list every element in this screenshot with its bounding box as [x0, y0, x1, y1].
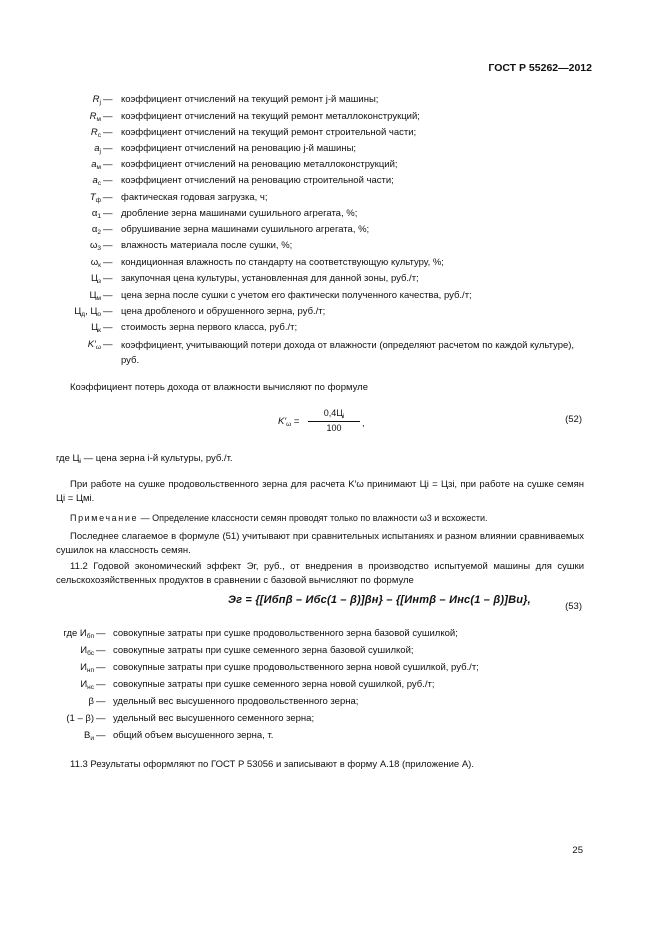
definition-text: коэффициент отчислений на реновацию j-й машины; — [121, 143, 357, 154]
definition-symbol: $R_м$ — [89, 111, 101, 123]
definition-row: где $И_{бп}$ — совокупные затраты при сушке продовольственного зерна базовой сушилкой; — [0, 626, 661, 642]
definition-symbol: $И_{бс}$ — [80, 645, 94, 657]
definition-row: $Ц_д$, $Ц_о$ — цена дробленого и обрушенного зерна, руб./т; — [0, 304, 661, 320]
definition-symbol: $Ц_к$ — [91, 322, 101, 334]
definition-symbol: $\alpha_1$ — [91, 208, 101, 220]
definition-symbol: $R_j$ — [92, 94, 101, 106]
definition-row: $Ц_з$ — закупочная цена культуры, установленная для данной зоны, руб./т; — [0, 271, 661, 287]
definition-text: коэффициент отчислений на текущий ремонт j-й машины; — [121, 94, 379, 105]
definition-text: цена дробленого и обрушенного зерна, руб./т; — [121, 306, 326, 317]
paragraph-11-2: 11.2 Годовой экономический эффект Эг, руб., от внедрения в производство испытуемой машины для сушки сельскохозяйственных продуктов в сравнении с базовой вычисляют по формуле — [56, 561, 584, 586]
definition-row: $В_и$ — общий объем высушенного зерна, т. — [0, 728, 661, 744]
definition-symbol: $a_с$ — [92, 175, 101, 187]
equation-number-53: (53) — [565, 601, 582, 612]
formula-52: $K'_\omega$ = $0,4Ц_i$ 100 , — [278, 408, 365, 433]
fraction-denominator: 100 — [326, 423, 342, 433]
definition-row: $T_ф$ — фактическая годовая загрузка, ч; — [0, 190, 661, 206]
definition-row: $Ц_к$ — стоимость зерна первого класса, руб./т; — [0, 320, 661, 336]
definition-symbol: $И_{нс}$ — [80, 679, 94, 691]
definition-symbol: $Ц_м$ — [89, 290, 101, 302]
paragraph-last-term: Последнее слагаемое в формуле (51) учитывают при сравнительных испытаниях и разном влиянии сравниваемых сушилок на классность семян. — [56, 531, 584, 556]
definition-text: фактическая годовая загрузка, ч; — [121, 192, 268, 203]
definition-row: $\alpha_1$ — дробление зерна машинами сушильного агрегата, %; — [0, 206, 661, 222]
definition-symbol: $\omega_к$ — [90, 257, 101, 269]
definition-text: цена зерна после сушки с учетом его фактически полученного качества, руб./т; — [121, 290, 472, 301]
definition-symbol: $a_j$ — [94, 143, 101, 155]
paragraph-food-grain: При работе на сушке продовольственного зерна для расчета K′ω принимают Цi = Цзi, при работе на сушке семян Цi = Цмi. — [56, 479, 584, 504]
definition-row: (1 – β) — удельный вес высушенного семенного зерна; — [0, 711, 661, 727]
definition-row: $И_{нс}$ — совокупные затраты при сушке семенного зерна новой сушилкой, руб./т; — [0, 677, 661, 693]
where-ci: где $Ц_i$ — цена зерна i-й культуры, руб./т. — [56, 453, 233, 465]
paragraph-moisture: Коэффициент потерь дохода от влажности вычисляют по формуле — [70, 382, 368, 393]
paragraph-11-3: 11.3 Результаты оформляют по ГОСТ Р 53056 и записывают в форму А.18 (приложение А). — [70, 759, 474, 770]
definition-symbol: $a_м$ — [91, 159, 101, 171]
definition-row: $a_м$ — коэффициент отчислений на реновацию металлоконструкций; — [0, 157, 661, 173]
definition-text: дробление зерна машинами сушильного агрегата, %; — [121, 208, 358, 219]
definition-text: коэффициент отчислений на текущий ремонт металлоконструкций; — [121, 111, 420, 122]
definition-row: $a_j$ — коэффициент отчислений на реновацию j-й машины; — [0, 141, 661, 157]
definition-row: $a_с$ — коэффициент отчислений на реновацию строительной части; — [0, 173, 661, 189]
definition-symbol: где $И_{бп}$ — [63, 628, 94, 640]
definition-symbol: $Ц_д$, $Ц_о$ — [74, 306, 101, 318]
definition-row: $И_{нп}$ — совокупные затраты при сушке продовольственного зерна новой сушилкой, руб./т; — [0, 660, 661, 676]
definition-symbol: $\alpha_2$ — [91, 224, 101, 236]
definition-row: $R_j$ — коэффициент отчислений на текущий ремонт j-й машины; — [0, 92, 661, 108]
fraction-numerator: $0,4Ц_i$ — [308, 408, 360, 422]
page-number: 25 — [572, 845, 583, 856]
definition-text: стоимость зерна первого класса, руб./т; — [121, 322, 298, 333]
definition-text: закупочная цена культуры, установленная для данной зоны, руб./т; — [121, 273, 419, 284]
definition-row: $И_{бс}$ — совокупные затраты при сушке семенного зерна базовой сушилкой; — [0, 643, 661, 659]
definition-symbol: β — [88, 696, 94, 707]
note: Примечание — Определение классности семян проводят только по влажности ω3 и всхожести. — [70, 513, 488, 523]
definition-symbol: $В_и$ — [84, 730, 94, 742]
definition-row: $K'_\omega$ — коэффициент, учитывающий потери дохода от влажности (определяют расчетом по каждой культуре), руб. — [0, 337, 661, 369]
definition-text: коэффициент отчислений на текущий ремонт строительной части; — [121, 127, 417, 138]
definition-row: $\omega_к$ — кондиционная влажность по стандарту на соответствующую культуру, %; — [0, 255, 661, 271]
definition-symbol: (1 – β) — [66, 713, 94, 724]
definition-row: $R_с$ — коэффициент отчислений на текущий ремонт строительной части; — [0, 125, 661, 141]
definition-text: совокупные затраты при сушке продовольственного зерна новой сушилкой, руб./т; — [113, 662, 479, 673]
equation-number-52: (52) — [565, 414, 582, 425]
definition-text: общий объем высушенного зерна, т. — [113, 730, 274, 741]
definition-text: кондиционная влажность по стандарту на соответствующую культуру, %; — [121, 257, 444, 268]
definition-row: β — удельный вес высушенного продовольственного зерна; — [0, 694, 661, 710]
definition-text: коэффициент, учитывающий потери дохода от влажности (определяют расчетом по каждой культуре), руб. — [121, 340, 575, 366]
definition-text: удельный вес высушенного семенного зерна; — [113, 713, 315, 724]
definition-text: влажность материала после сушки, %; — [121, 240, 293, 251]
definition-text: совокупные затраты при сушке продовольственного зерна базовой сушилкой; — [113, 628, 458, 639]
formula-lhs: $K'_\omega$ = — [278, 416, 300, 428]
definition-symbol: $Ц_з$ — [90, 273, 101, 285]
definition-symbol: $T_ф$ — [89, 192, 101, 204]
document-header: ГОСТ Р 55262—2012 — [488, 62, 592, 74]
definition-row: $R_м$ — коэффициент отчислений на текущий ремонт металлоконструкций; — [0, 109, 661, 125]
definition-row: $\omega_3$ — влажность материала после сушки, %; — [0, 238, 661, 254]
formula-fraction — [308, 408, 360, 433]
definition-text: совокупные затраты при сушке семенного зерна новой сушилкой, руб./т; — [113, 679, 435, 690]
definition-symbol: $\omega_3$ — [89, 240, 101, 252]
definition-symbol: $И_{нп}$ — [80, 662, 94, 674]
definition-symbol: $R_с$ — [90, 127, 101, 139]
formula-53: Эг = {[Ибпβ – Ибс(1 – β)]βн} – {[Интβ – Инс(1 – β)]Ви}, — [228, 594, 531, 606]
definition-row: $Ц_м$ — цена зерна после сушки с учетом его фактически полученного качества, руб./т; — [0, 288, 661, 304]
definition-symbol: $K'_\omega$ — [87, 339, 101, 351]
definition-text: удельный вес высушенного продовольственного зерна; — [113, 696, 359, 707]
definition-text: коэффициент отчислений на реновацию строительной части; — [121, 175, 394, 186]
definition-text: коэффициент отчислений на реновацию металлоконструкций; — [121, 159, 398, 170]
definition-text: обрушивание зерна машинами сушильного агрегата, %; — [121, 224, 370, 235]
definition-text: совокупные затраты при сушке семенного зерна базовой сушилкой; — [113, 645, 414, 656]
definition-row: $\alpha_2$ — обрушивание зерна машинами сушильного агрегата, %; — [0, 222, 661, 238]
